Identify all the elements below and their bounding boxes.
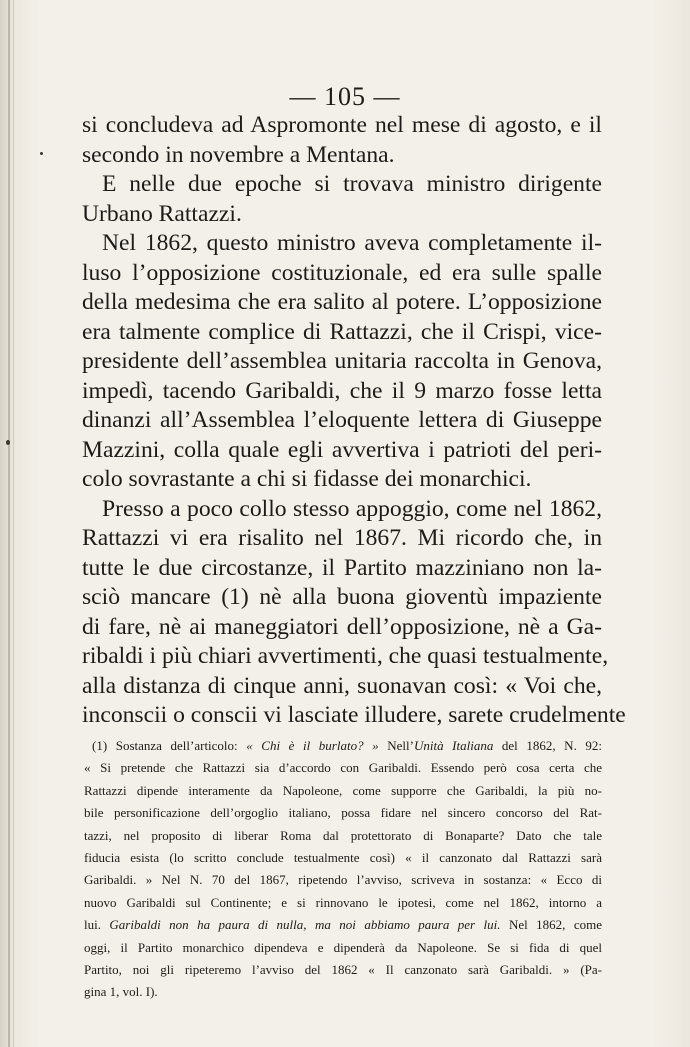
body-line: E nelle due epoche si trovava ministro dirigente [102,171,602,197]
body-line: era talmente complice di Rattazzi, che il Crispi, vice- [82,318,602,345]
footnote-text: Garibaldi. » Nel N. 70 del 1867, ripetendo l’avviso, scriveva in sostanza: « Ecco di [84,872,602,888]
body-line: Mazzini, colla quale egli avvertiva i patrioti del peri- [82,436,602,463]
footnote-line [84,802,602,824]
page-number: — 105 — [289,82,401,111]
footnote-text: Rattazzi dipende interamente da Napoleone, come supporre che Garibaldi, la più no- [84,782,602,798]
footnote-text: (1) Sostanza dell’articolo: [92,738,247,753]
body-text [82,111,626,731]
spine-shadow [8,0,10,1047]
footnote-line [84,914,602,936]
footnote-italic-text: Garibaldi non ha paura di nulla, ma noi abbiamo paura per lui. [109,917,501,933]
footnote-line [84,757,602,779]
body-line: ribaldi i più chiari avvertimenti, che quasi testualmente, [82,643,609,669]
body-line: impedì, tacendo Garibaldi, che il 9 marzo fosse letta [82,377,602,404]
body-line: luso l’opposizione costituzionale, ed era sulle spalle [82,259,602,286]
body-line: dinanzi all’Assemblea l’eloquente lettera di Giuseppe [82,407,602,433]
body-line: tutte le due circostanze, il Partito mazziniano non la- [82,554,602,581]
footnote-line [84,869,602,891]
body-line: presidente dell’assemblea unitaria raccolta in Genova, [82,348,602,374]
body-line: alla distanza di cinque anni, suonavan così: « Voi che, [82,672,602,699]
footnote-text: Nell’ [378,738,414,753]
footnote-text: fiducia esista (lo scritto conclude testualmente così) « il canzonato dal Rattazzi sarà [84,849,602,865]
footnote-line [84,780,602,802]
footnote [84,735,602,1004]
footnote-line [84,825,602,847]
body-line: di fare, nè ai maneggiatori dell’opposizione, nè a Ga- [82,613,602,640]
footnote-italic-text: « Chi è il burlato? » [246,738,379,753]
footnote-line [84,892,602,914]
body-line: si concludeva ad Aspromonte nel mese di agosto, e il [82,112,602,138]
body-line: colo sovrastante a chi si fidasse dei monarchici. [82,466,532,492]
footnote-text: oggi, il Partito monarchico dipendeva e dipenderà da Napoleone. Se si fida di quel [84,939,602,955]
footnote-italic-text: Unità Italiana [413,738,494,753]
paper-speck [6,440,10,445]
footnote-line [84,959,602,981]
footnote-text: del 1862, N. 92: [493,738,603,753]
footnote-text: bile personificazione dell’orgoglio italiano, possa fidare nel sincero concorso del Rat- [84,805,602,821]
body-line: Urbano Rattazzi. [82,200,242,227]
footnote-text: Partito, noi gli ripeteremo l’avviso del 1862 « Il canzonato sarà Garibaldi. » (Pa- [84,961,602,977]
footnote-text: tazzi, nel proposito di liberar Roma dal protettorato di Bonaparte? Dato che tale [84,827,602,843]
footnote-line [84,847,602,869]
footnote-text: gina 1, vol. I). [84,984,158,1000]
footnote-line [84,937,602,959]
footnote-text: nuovo Garibaldi sul Continente; e si rinnovano le ipotesi, come nel 1862, intorno a [84,894,602,910]
body-line: secondo in novembre a Mentana. [82,141,395,168]
body-line: della medesima che era salito al potere. L’opposizione [82,289,602,315]
body-line: inconscii o conscii vi lasciate illudere, sarete crudelmente [82,702,626,728]
body-line: Presso a poco collo stesso appoggio, come nel 1862, [102,495,602,522]
body-line: Rattazzi vi era risalito nel 1867. Mi ricordo che, in [82,525,602,551]
footnote-text: Nel 1862, come [500,917,602,933]
footnote-text: « Si pretende che Rattazzi sia d’accordo con Garibaldi. Essendo però cosa certa che [84,760,602,776]
body-line: Nel 1862, questo ministro aveva completamente il- [102,230,602,256]
footnote-line [84,981,602,1003]
body-line: sciò mancare (1) nè alla buona gioventù impaziente [82,584,602,610]
footnote-text: lui. [84,917,110,933]
paper-speck [40,152,43,155]
spine-shadow-inner [13,0,14,1047]
footnote-line [84,735,602,757]
